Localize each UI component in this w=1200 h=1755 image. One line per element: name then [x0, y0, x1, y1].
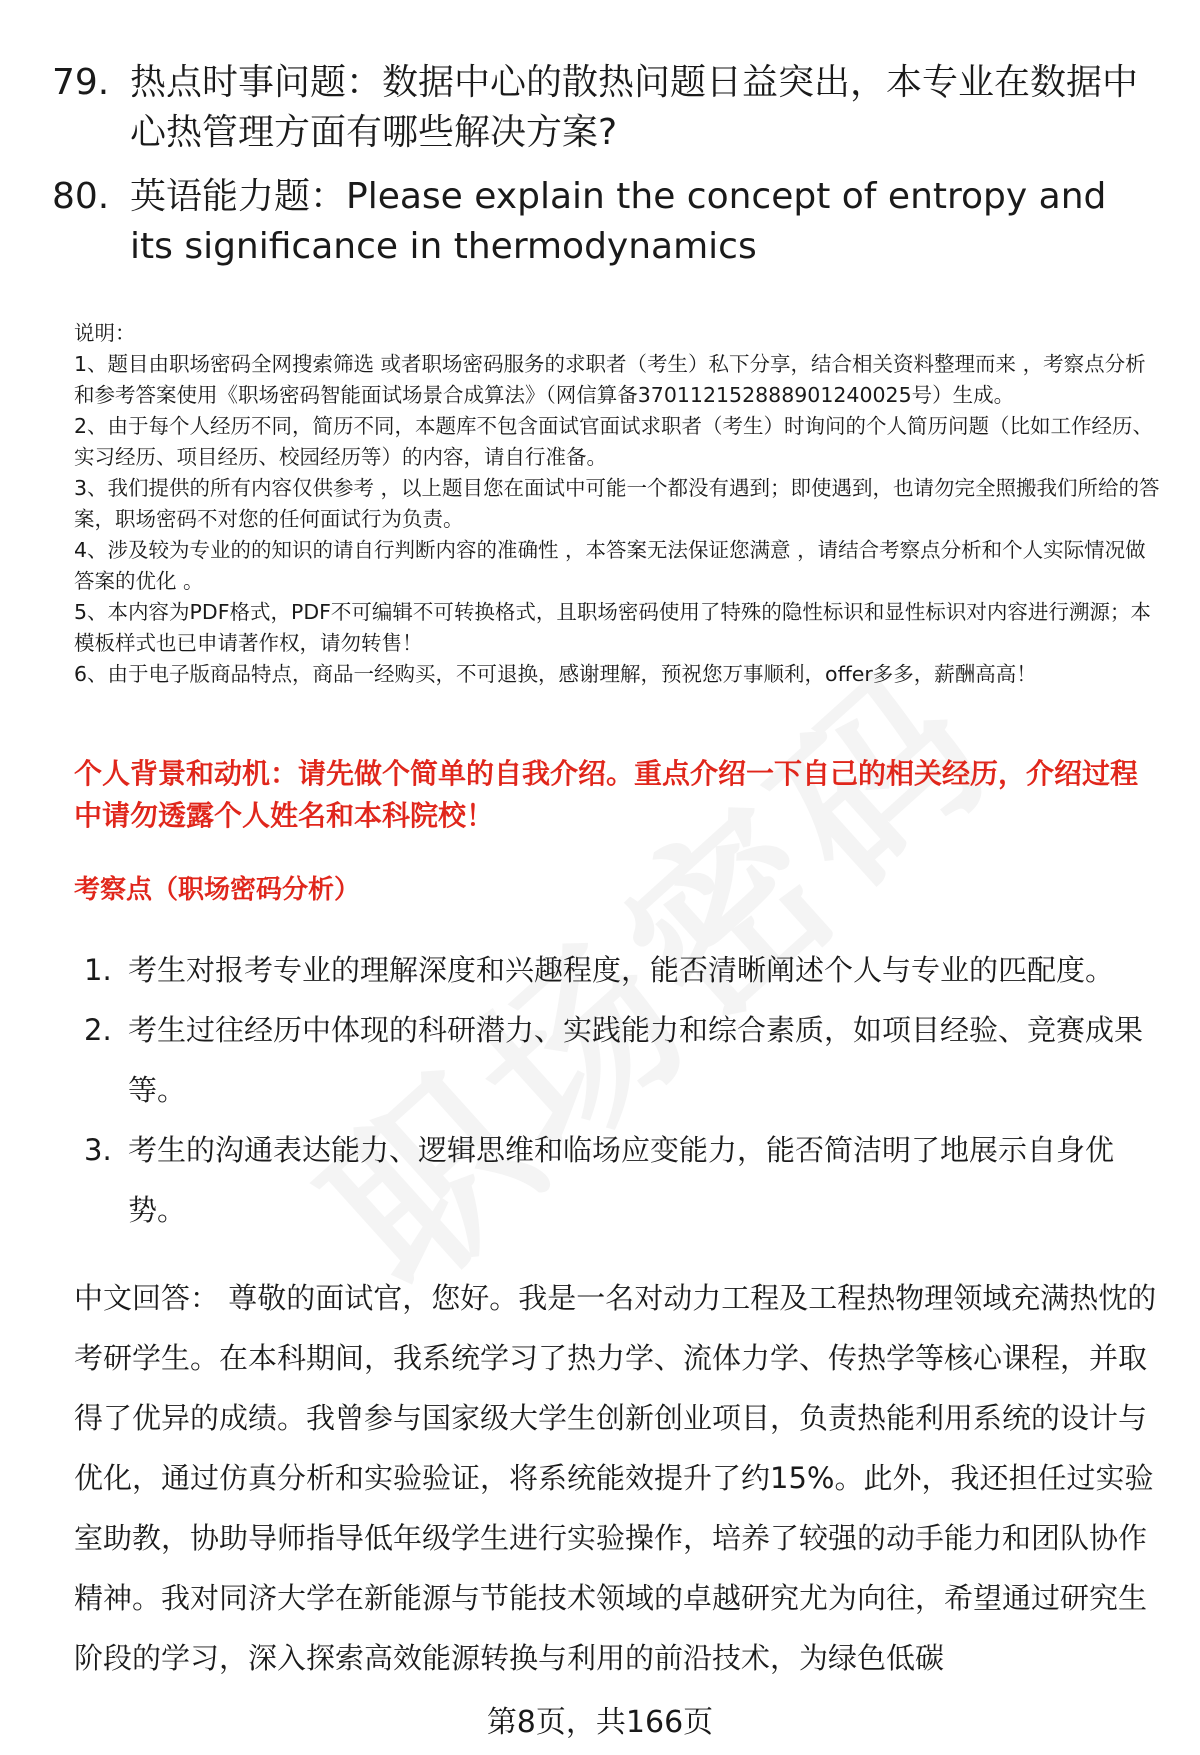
analysis-point	[84, 940, 1159, 1000]
question-text: 英语能力题：Please explain the concept of entropy and its significance in thermodynamics	[130, 176, 1107, 267]
analysis-point	[84, 1120, 1159, 1240]
question-79	[52, 58, 1152, 158]
point-text: 考生对报考专业的理解深度和兴趣程度，能否清晰阐述个人与专业的匹配度。	[128, 953, 1115, 987]
question-text: 热点时事问题：数据中心的散热问题日益突出，本专业在数据中心热管理方面有哪些解决方案?	[130, 62, 1139, 153]
question-80	[52, 172, 1152, 272]
point-number: 1.	[84, 953, 112, 987]
page-footer: 第8页，共166页	[486, 1705, 714, 1740]
answer-text: 中文回答： 尊敬的面试官，您好。我是一名对动力工程及工程热物理领域充满热忱的考研学生。在本科期间，我系统学习了热力学、流体力学、传热学等核心课程，并取得了优异的成绩。我曾参与国家级大学生创新创业项目，负责热能利用系统的设计与优化，通过仿真分析和实验验证，将系统能效提升了约15%。此外，我还担任过实验室助教，协助导师指导低年级学生进行实验操作，培养了较强的动手能力和团队协作精神。我对同济大学在新能源与节能技术领域的卓越研究尤为向往，希望通过研究生阶段的学习，深入探索高效能源转换与利用的前沿技术，为绿色低碳	[74, 1281, 1157, 1675]
featured-question: 个人背景和动机：请先做个简单的自我介绍。重点介绍一下自己的相关经历，介绍过程中请勿透露个人姓名和本科院校！	[74, 757, 1139, 832]
point-number: 2.	[84, 1013, 112, 1047]
notes-heading: 说明：	[74, 321, 136, 345]
question-number: 80.	[52, 176, 110, 217]
point-text: 考生的沟通表达能力、逻辑思维和临场应变能力，能否简洁明了地展示自身优势。	[128, 1133, 1115, 1227]
notes-section	[74, 318, 1164, 690]
question-number: 79.	[52, 62, 110, 103]
note-item: 1、题目由职场密码全网搜索筛选 或者职场密码服务的求职者（考生）私下分享，结合相关资料整理而来 ，考察点分析和参考答案使用《职场密码智能面试场景合成算法》（网信算备370112152888901240025号）生成。	[74, 352, 1146, 407]
point-text: 考生过往经历中体现的科研潜力、实践能力和综合素质，如项目经验、竞赛成果等。	[128, 1013, 1144, 1107]
analysis-point	[84, 1000, 1159, 1120]
point-number: 3.	[84, 1133, 112, 1167]
note-item: 2、由于每个人经历不同，简历不同，本题库不包含面试官面试求职者（考生）时询问的个人简历问题（比如工作经历、实习经历、项目经历、校园经历等）的内容，请自行准备。	[74, 414, 1154, 469]
analysis-heading: 考察点（职场密码分析）	[74, 875, 361, 905]
note-item: 4、涉及较为专业的的知识的请自行判断内容的准确性 ，本答案无法保证您满意 ，请结合考察点分析和个人实际情况做答案的优化 。	[74, 538, 1146, 593]
note-item: 6、由于电子版商品特点，商品一经购买，不可退换，感谢理解，预祝您万事顺利，offer多多，薪酬高高！	[74, 662, 1037, 686]
note-item: 5、本内容为PDF格式，PDF不可编辑不可转换格式，且职场密码使用了特殊的隐性标识和显性标识对内容进行溯源；本模板样式也已申请著作权，请勿转售！	[74, 600, 1151, 655]
analysis-points	[84, 940, 1159, 1240]
note-item: 3、我们提供的所有内容仅供参考 ，以上题目您在面试中可能一个都没有遇到；即使遇到，也请勿完全照搬我们所给的答案，职场密码不对您的任何面试行为负责。	[74, 476, 1160, 531]
